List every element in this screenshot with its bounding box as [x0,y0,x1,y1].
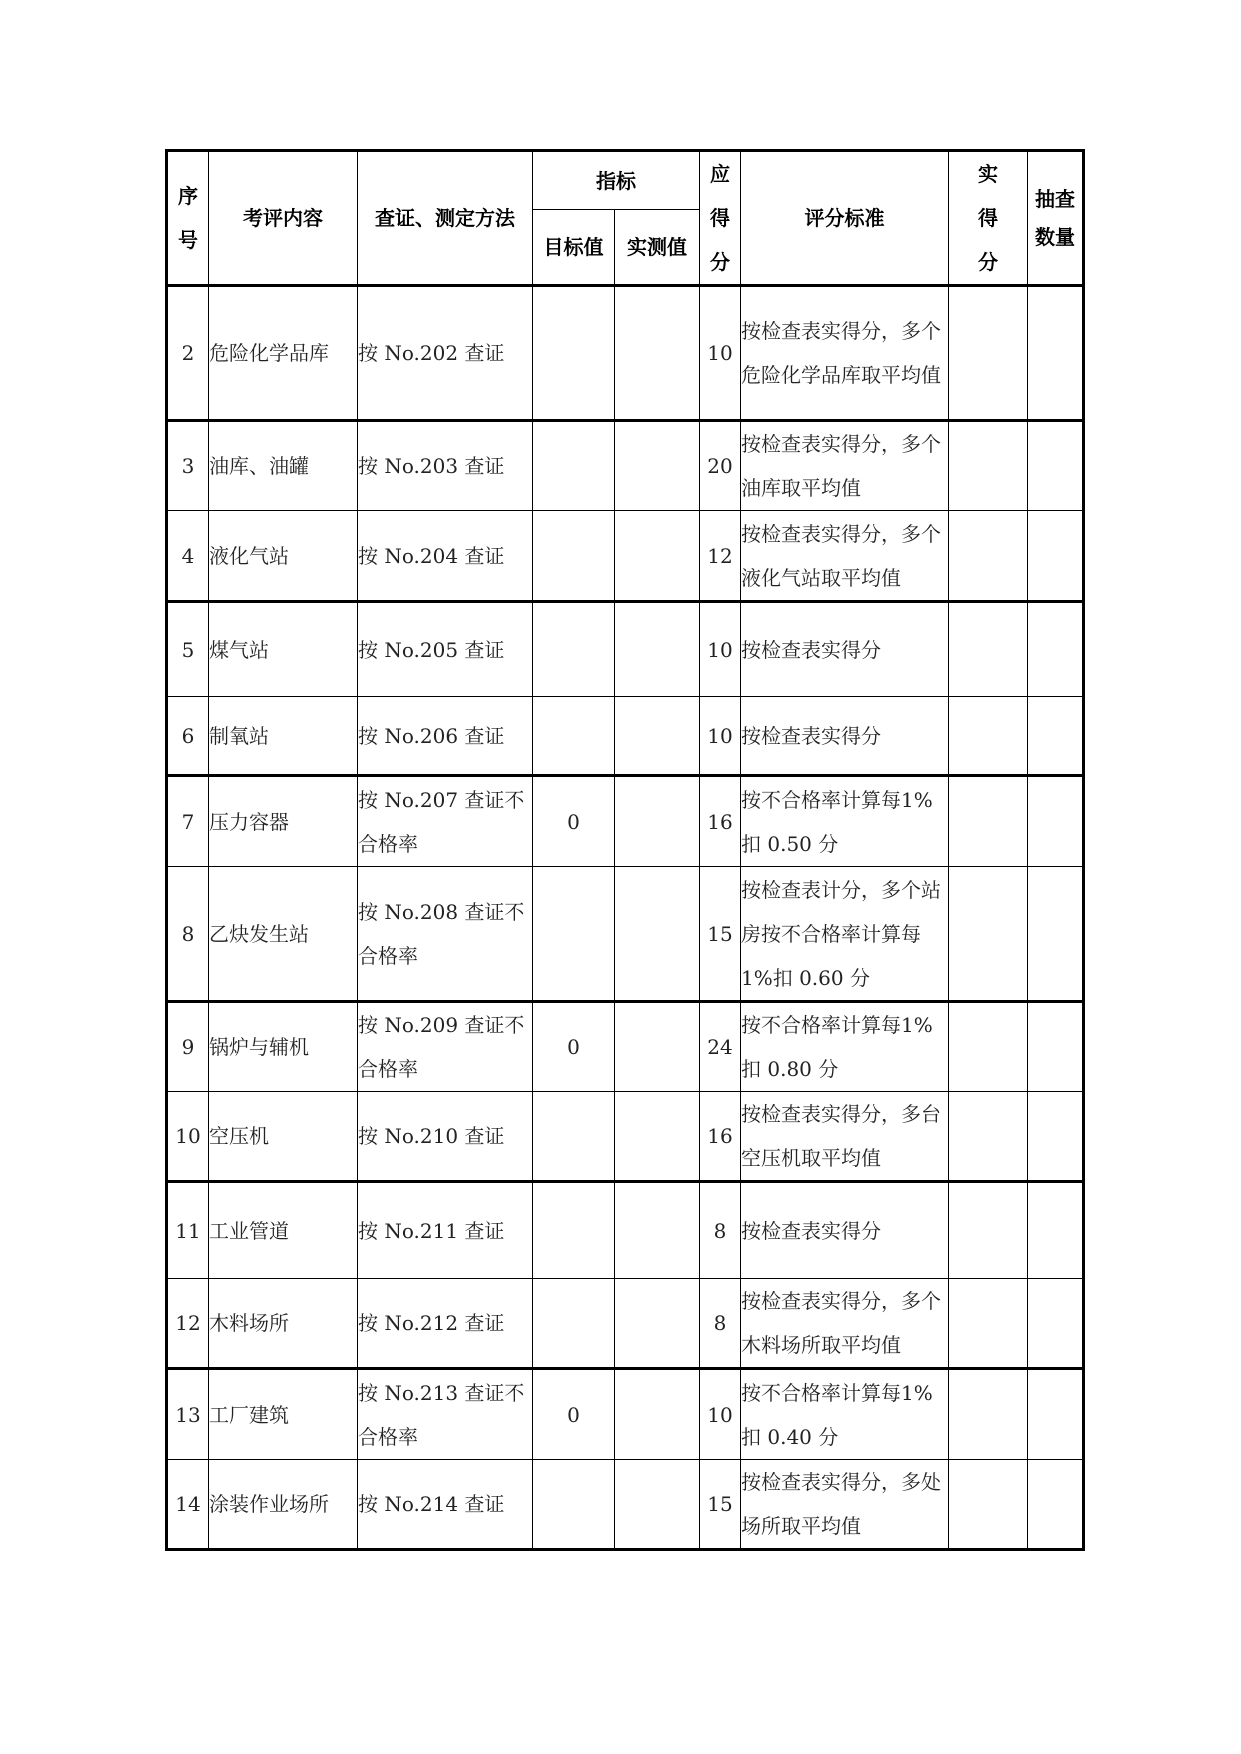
header-target: 目标值 [533,210,615,286]
cell-sample-qty[interactable] [1028,1369,1084,1460]
cell-method: 按 No.203 查证 [358,421,533,511]
cell-method: 按 No.204 查证 [358,511,533,602]
cell-criteria: 按检查表实得分 [741,697,949,776]
table-row [167,286,1084,421]
cell-actual-score[interactable] [949,511,1028,602]
cell-actual-score[interactable] [949,286,1028,421]
cell-target[interactable]: 0 [533,776,615,867]
cell-sample-qty[interactable] [1028,511,1084,602]
cell-measured[interactable] [615,286,700,421]
table-row [167,511,1084,602]
cell-sample-qty[interactable] [1028,602,1084,697]
cell-target[interactable] [533,1092,615,1182]
cell-method: 按 No.212 查证 [358,1279,533,1369]
cell-sample-qty[interactable] [1028,776,1084,867]
cell-content: 乙炔发生站 [209,867,358,1002]
cell-target[interactable] [533,602,615,697]
cell-sample-qty[interactable] [1028,1460,1084,1550]
cell-actual-score[interactable] [949,1002,1028,1092]
cell-method: 按 No.210 查证 [358,1092,533,1182]
cell-target[interactable] [533,286,615,421]
cell-seq: 2 [167,286,209,421]
header-actual-line3: 分 [978,250,998,274]
table-row [167,697,1084,776]
cell-measured[interactable] [615,1092,700,1182]
cell-measured[interactable] [615,602,700,697]
cell-sample-qty[interactable] [1028,421,1084,511]
cell-target[interactable] [533,1460,615,1550]
table-row [167,776,1084,867]
cell-criteria: 按不合格率计算每1%扣 0.40 分 [741,1369,949,1460]
header-indicator: 指标 [533,151,700,210]
header-seq-line1: 序 [178,184,198,208]
cell-due-score: 8 [700,1182,741,1279]
header-due-line3: 分 [710,250,730,274]
cell-content: 压力容器 [209,776,358,867]
cell-criteria: 按检查表实得分，多处场所取平均值 [741,1460,949,1550]
cell-due-score: 10 [700,286,741,421]
header-sample-qty [1028,151,1084,286]
cell-actual-score[interactable] [949,867,1028,1002]
header-due-line2: 得 [710,206,730,230]
table-row [167,1369,1084,1460]
cell-method: 按 No.208 查证不合格率 [358,867,533,1002]
table-row [167,1182,1084,1279]
cell-content: 危险化学品库 [209,286,358,421]
header-due-line1: 应 [710,162,730,186]
cell-criteria: 按检查表计分，多个站房按不合格率计算每 1%扣 0.60 分 [741,867,949,1002]
cell-content: 锅炉与辅机 [209,1002,358,1092]
cell-due-score: 20 [700,421,741,511]
cell-sample-qty[interactable] [1028,286,1084,421]
header-criteria: 评分标准 [741,151,949,286]
cell-seq: 6 [167,697,209,776]
cell-seq: 4 [167,511,209,602]
cell-actual-score[interactable] [949,602,1028,697]
cell-seq: 13 [167,1369,209,1460]
cell-actual-score[interactable] [949,1369,1028,1460]
cell-criteria: 按检查表实得分，多个木料场所取平均值 [741,1279,949,1369]
cell-target[interactable] [533,697,615,776]
cell-measured[interactable] [615,421,700,511]
cell-measured[interactable] [615,776,700,867]
table-row [167,1460,1084,1550]
cell-due-score: 16 [700,1092,741,1182]
cell-content: 涂装作业场所 [209,1460,358,1550]
table-row [167,867,1084,1002]
cell-seq: 3 [167,421,209,511]
header-due-score [700,151,741,286]
cell-measured[interactable] [615,867,700,1002]
cell-measured[interactable] [615,1182,700,1279]
cell-sample-qty[interactable] [1028,867,1084,1002]
cell-seq: 9 [167,1002,209,1092]
cell-measured[interactable] [615,511,700,602]
cell-target[interactable] [533,511,615,602]
cell-method: 按 No.205 查证 [358,602,533,697]
cell-target[interactable]: 0 [533,1369,615,1460]
cell-due-score: 10 [700,697,741,776]
cell-actual-score[interactable] [949,1460,1028,1550]
cell-measured[interactable] [615,697,700,776]
cell-content: 油库、油罐 [209,421,358,511]
cell-due-score: 12 [700,511,741,602]
cell-content: 制氧站 [209,697,358,776]
cell-method: 按 No.202 查证 [358,286,533,421]
cell-method: 按 No.209 查证不合格率 [358,1002,533,1092]
cell-measured[interactable] [615,1002,700,1092]
cell-due-score: 15 [700,867,741,1002]
header-qty-line2: 数量 [1035,225,1075,249]
cell-target[interactable] [533,867,615,1002]
cell-actual-score[interactable] [949,1092,1028,1182]
cell-sample-qty[interactable] [1028,1002,1084,1092]
cell-content: 煤气站 [209,602,358,697]
cell-due-score: 8 [700,1279,741,1369]
cell-sample-qty[interactable] [1028,1182,1084,1279]
header-actual-line1: 实 [978,162,998,186]
header-content: 考评内容 [209,151,358,286]
cell-target[interactable]: 0 [533,1002,615,1092]
table-row [167,1279,1084,1369]
table-row [167,1092,1084,1182]
cell-due-score: 10 [700,1369,741,1460]
cell-due-score: 10 [700,602,741,697]
header-actual-score [949,151,1028,286]
cell-seq: 10 [167,1092,209,1182]
cell-seq: 7 [167,776,209,867]
evaluation-table [165,149,1085,1551]
table-row [167,1002,1084,1092]
cell-criteria: 按检查表实得分，多个液化气站取平均值 [741,511,949,602]
table-row [167,421,1084,511]
cell-content: 工业管道 [209,1182,358,1279]
cell-method: 按 No.211 查证 [358,1182,533,1279]
cell-due-score: 24 [700,1002,741,1092]
cell-criteria: 按检查表实得分，多台空压机取平均值 [741,1092,949,1182]
cell-content: 液化气站 [209,511,358,602]
cell-measured[interactable] [615,1460,700,1550]
cell-sample-qty[interactable] [1028,1279,1084,1369]
cell-target[interactable] [533,1182,615,1279]
table-row [167,602,1084,697]
cell-actual-score[interactable] [949,1182,1028,1279]
cell-criteria: 按检查表实得分 [741,602,949,697]
header-measured: 实测值 [615,210,700,286]
cell-measured[interactable] [615,1279,700,1369]
header-seq-line2: 号 [178,228,198,252]
cell-criteria: 按检查表实得分 [741,1182,949,1279]
cell-sample-qty[interactable] [1028,1092,1084,1182]
cell-criteria: 按检查表实得分，多个油库取平均值 [741,421,949,511]
header-qty-line1: 抽查 [1035,187,1075,211]
cell-sample-qty[interactable] [1028,697,1084,776]
cell-seq: 8 [167,867,209,1002]
cell-actual-score[interactable] [949,1279,1028,1369]
cell-measured[interactable] [615,1369,700,1460]
cell-criteria: 按检查表实得分，多个危险化学品库取平均值 [741,286,949,421]
cell-criteria: 按不合格率计算每1%扣 0.80 分 [741,1002,949,1092]
header-method: 查证、测定方法 [358,151,533,286]
cell-due-score: 16 [700,776,741,867]
cell-method: 按 No.206 查证 [358,697,533,776]
cell-actual-score[interactable] [949,421,1028,511]
header-actual-line2: 得 [978,206,998,230]
cell-method: 按 No.207 查证不合格率 [358,776,533,867]
cell-actual-score[interactable] [949,697,1028,776]
cell-method: 按 No.213 查证不合格率 [358,1369,533,1460]
cell-due-score: 15 [700,1460,741,1550]
cell-target[interactable] [533,1279,615,1369]
cell-seq: 12 [167,1279,209,1369]
cell-content: 空压机 [209,1092,358,1182]
cell-content: 木料场所 [209,1279,358,1369]
cell-actual-score[interactable] [949,776,1028,867]
cell-method: 按 No.214 查证 [358,1460,533,1550]
cell-target[interactable] [533,421,615,511]
cell-seq: 14 [167,1460,209,1550]
cell-criteria: 按不合格率计算每1%扣 0.50 分 [741,776,949,867]
cell-seq: 11 [167,1182,209,1279]
header-seq [167,151,209,286]
cell-seq: 5 [167,602,209,697]
cell-content: 工厂建筑 [209,1369,358,1460]
